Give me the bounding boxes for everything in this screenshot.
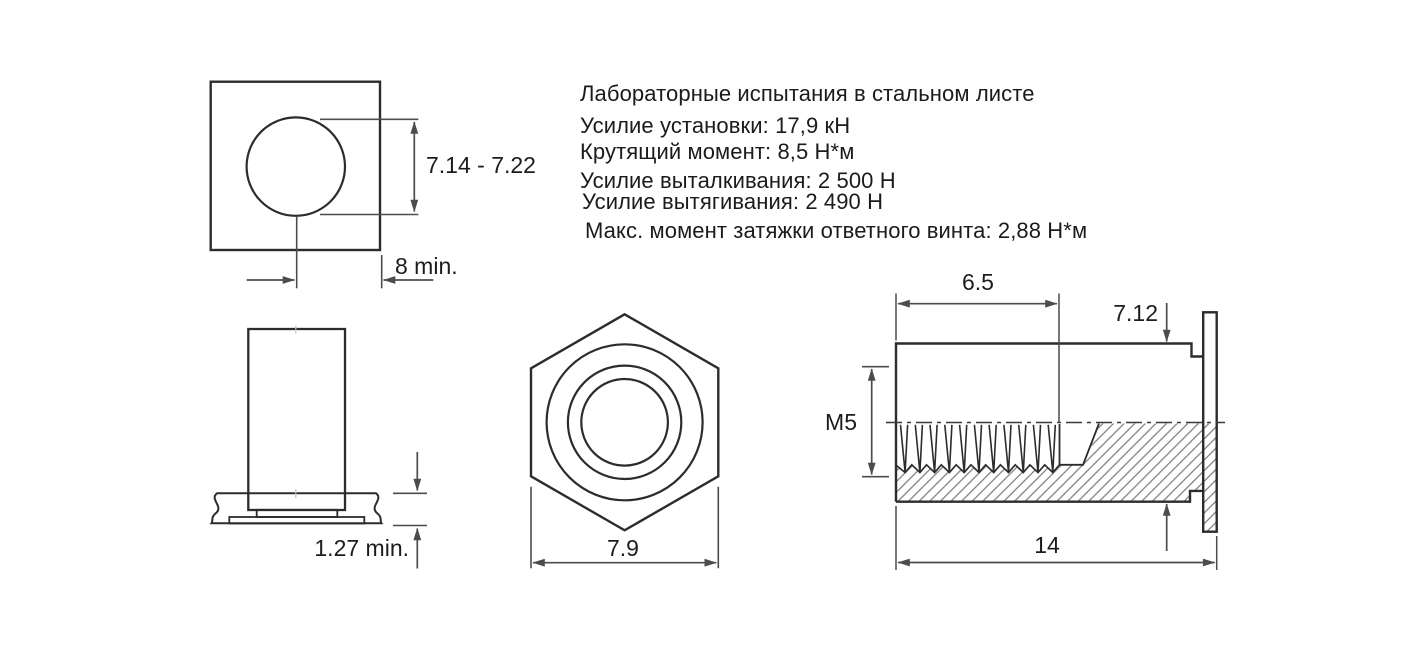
hole-diameter-dimension [320,119,536,214]
thread-length-label: 6.5 [962,269,994,295]
thread-minor-circle [581,379,668,466]
sheet-thickness-label: 1.27 min. [314,535,409,561]
shank-diameter-label: 7.12 [1113,300,1158,326]
side-view-installed [212,326,428,569]
thread-length-extension-lines [896,294,1059,424]
spec-pushout-force: Усилие выталкивания: 2 500 Н [580,167,896,193]
top-view-hole-layout [211,82,536,289]
hex-body-outline [531,314,718,530]
shank-body-side [248,329,345,510]
steel-plate [211,82,380,250]
overall-length-dimension [896,506,1217,570]
across-flats-dimension [531,487,718,569]
mounting-hole [247,117,345,215]
section-hatching [897,424,1217,532]
internal-thread-profile [901,425,1056,473]
across-flats-label: 7.9 [607,535,639,561]
thread-size-label: M5 [825,409,857,435]
shank-circle [547,344,703,500]
edge-distance-label: 8 min. [395,253,458,279]
hole-diameter-label: 7.14 - 7.22 [426,152,536,178]
thickness-witness-lines [393,493,427,525]
shank-top-edge [896,344,1203,357]
witness-lines [320,119,418,214]
section-view [825,269,1225,570]
spec-installation-force: Усилие установки: 17,9 кН [580,112,851,138]
hex-end-view [531,314,718,568]
sheet-with-break-lines [212,493,382,523]
spec-torque: Крутящий момент: 8,5 Н*м [580,138,855,164]
spec-max-screw-torque: Макс. момент затяжки ответного винта: 2,88 Н*м [585,217,1088,243]
overall-length-label: 14 [1034,532,1060,558]
edge-distance-dimension [247,216,458,288]
thread-size-ticks [862,367,889,477]
thread-major-circle [568,366,681,479]
thread-size-dimension [825,367,889,477]
thread-length-dimension [896,269,1059,423]
spec-pullout-force: Усилие вытягивания: 2 490 Н [582,188,884,214]
spec-title: Лабораторные испытания в стальном листе [580,81,1035,106]
